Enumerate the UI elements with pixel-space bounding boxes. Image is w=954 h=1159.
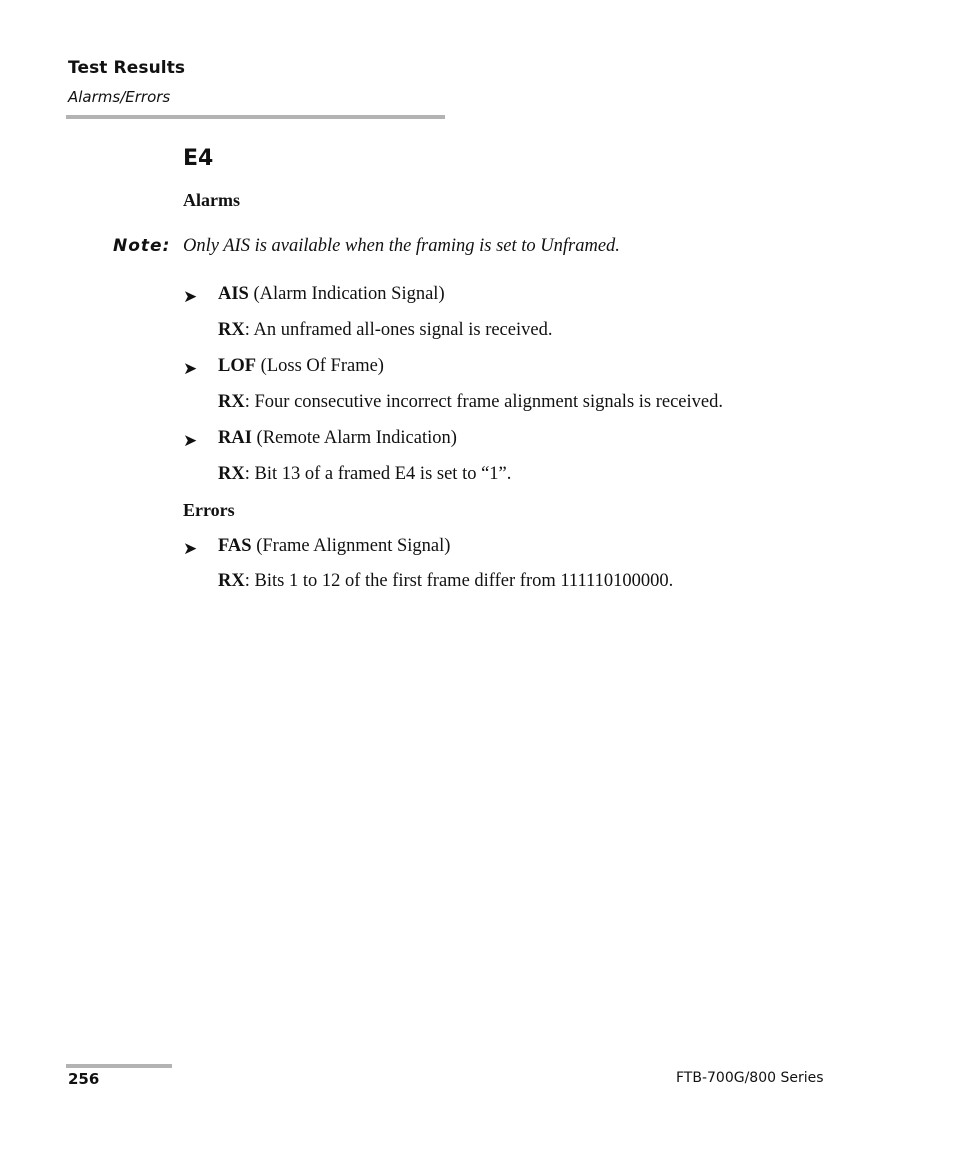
note-text: Only AIS is available when the framing is set to Unframed. (183, 236, 620, 256)
page-header-subtitle: Alarms/Errors (68, 88, 171, 106)
bullet-arrow-icon: ➤ (183, 539, 198, 558)
errors-heading: Errors (183, 500, 235, 520)
error-fas-rx (218, 571, 673, 592)
bullet-arrow-icon: ➤ (183, 287, 198, 306)
note-label: Note: (113, 236, 171, 256)
footer-product-name: FTB-700G/800 Series (676, 1070, 824, 1086)
header-divider (66, 115, 445, 119)
rx-label: RX (218, 392, 245, 412)
alarm-ais-rx-text: : An unframed all-ones signal is received. (244, 320, 553, 340)
bullet-arrow-icon: ➤ (183, 359, 198, 378)
alarm-rai-expansion: (Remote Alarm Indication) (251, 428, 457, 448)
alarm-rai-title (218, 428, 457, 449)
alarm-lof-rx (218, 392, 723, 413)
alarm-lof-rx-text: : Four consecutive incorrect frame alignment signals is received. (244, 392, 723, 412)
error-fas-expansion: (Frame Alignment Signal) (251, 536, 451, 556)
rx-label: RX (218, 571, 245, 591)
rx-label: RX (218, 320, 245, 340)
alarm-lof-title (218, 356, 384, 377)
alarm-ais-rx (218, 320, 552, 341)
section-title: E4 (183, 146, 214, 171)
error-fas-title (218, 536, 450, 557)
alarm-rai-rx (218, 464, 511, 485)
rx-label: RX (218, 464, 245, 484)
alarm-lof-term: LOF (218, 356, 257, 376)
alarm-lof-expansion: (Loss Of Frame) (256, 356, 384, 376)
alarm-ais-expansion: (Alarm Indication Signal) (248, 284, 445, 304)
alarm-ais-title (218, 284, 445, 305)
alarm-rai-term: RAI (218, 428, 252, 448)
alarms-heading: Alarms (183, 190, 240, 210)
bullet-arrow-icon: ➤ (183, 431, 198, 450)
footer-divider (66, 1064, 172, 1068)
page-number: 256 (68, 1070, 100, 1088)
page-header-title: Test Results (68, 58, 186, 78)
error-fas-rx-text: : Bits 1 to 12 of the first frame differ from 111110100000. (244, 571, 674, 591)
error-fas-term: FAS (218, 536, 252, 556)
alarm-ais-term: AIS (218, 284, 249, 304)
alarm-rai-rx-text: : Bit 13 of a framed E4 is set to “1”. (244, 464, 512, 484)
